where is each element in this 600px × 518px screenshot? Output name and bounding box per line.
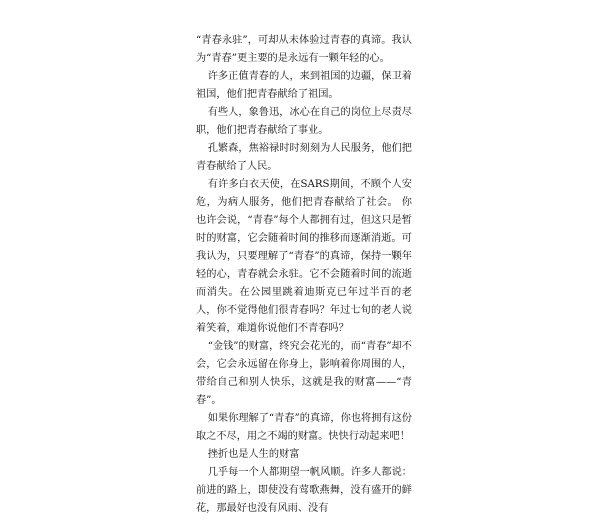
paragraph-career: 有些人，象鲁迅，冰心在自己的岗位上尽责尽职，他们把青春献给了事业。 <box>196 107 412 136</box>
paragraph-frontier: 许多正值青春的人，来到祖国的边疆，保卫着祖国，他们把青春献给了祖国。 <box>196 71 412 100</box>
paragraph-people: 孔繁森，焦裕禄时时刻刻为人民服务，他们把青春献给了人民。 <box>196 143 412 172</box>
paragraph-conclusion: 如果你理解了“青春”的真谛，你也将拥有这份取之不尽，用之不竭的财富。快快行动起来吧！ <box>196 413 412 442</box>
section-heading: 挫折也是人生的财富 <box>207 449 300 460</box>
paragraph-wealth: “金钱”的财富，终究会花光的，而“青春”却不会，它会永远留在你身上，影响着你周围的人，带给自己和别人快乐，这就是我的财富——“青春”。 <box>196 341 412 406</box>
paragraph-society: 有许多白衣天使，在SARS期间，不顾个人安危，为病人服务，他们把青春献给了社会。 你也许会说，“青春”每个人都拥有过，但这只是暂时的财富，它会随着时间的推移而逐渐消逝。可我认为，只要理解了“青春”的真谛，保持一颗年轻的心，青春就会永驻。它不会随着时间的流逝而消失。在公园里跳着迪斯克已年过半百的老人，你不觉得他们很青春吗？年过七旬的老人说着笑着，难道你说他们不青春吗？ <box>196 179 412 334</box>
article-body <box>196 32 412 518</box>
paragraph-youth-definition: “青春永驻”，可却从未体验过青春的真谛。我认为“青春”更主要的是永远有一颗年轻的心。 <box>196 35 412 64</box>
paragraph-setback: 几乎每一个人都期望一帆风顺。许多人都说：前进的路上，即使没有莺歌燕舞，没有盛开的鲜花，那最好也没有风雨、没有 <box>196 467 412 514</box>
